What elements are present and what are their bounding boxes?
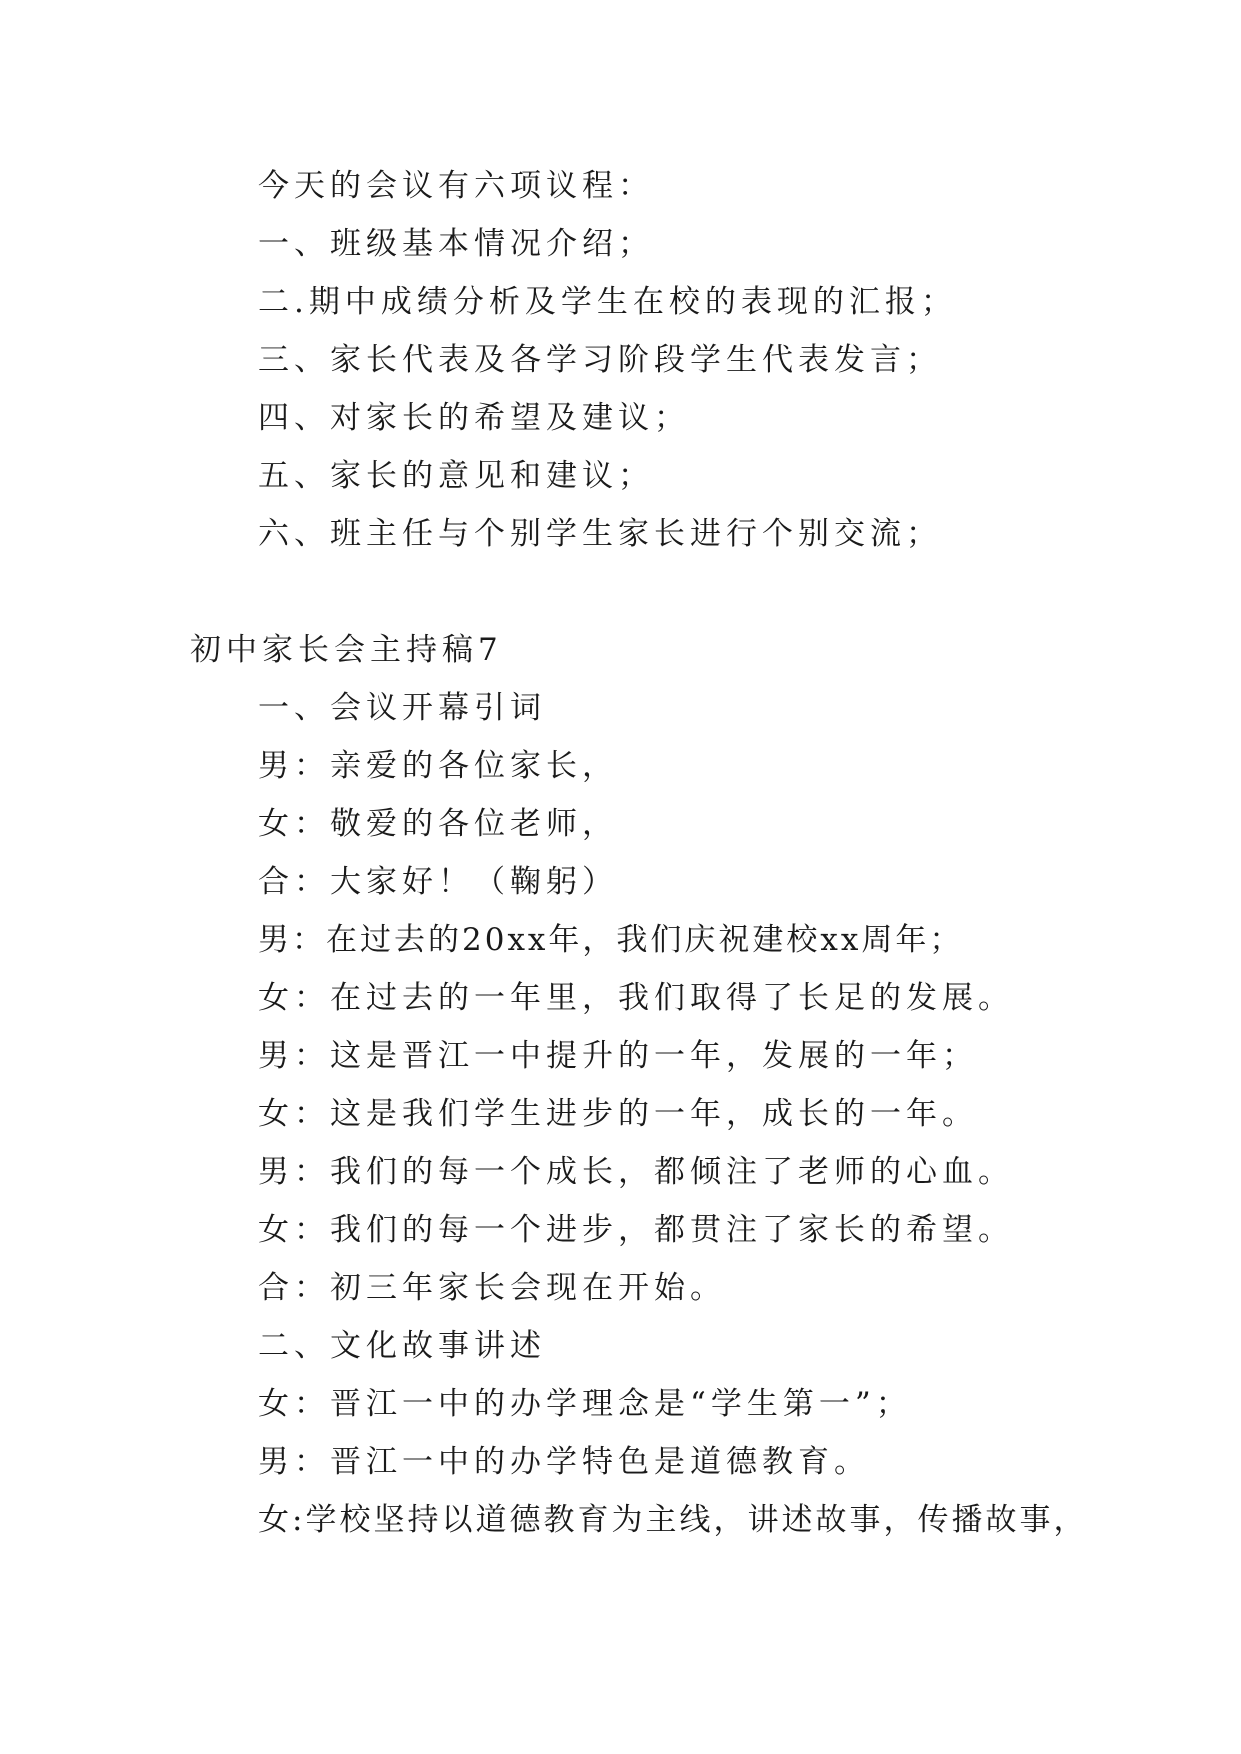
script-line: 女：这是我们学生进步的一年，成长的一年。 <box>258 1096 978 1132</box>
script-line: 女：我们的每一个进步，都贯注了家长的希望。 <box>258 1212 1014 1248</box>
script-line: 男：亲爱的各位家长， <box>258 748 618 784</box>
agenda-item: 三、家长代表及各学习阶段学生代表发言； <box>258 342 942 378</box>
agenda-intro: 今天的会议有六项议程： <box>258 168 654 204</box>
script-line: 女：敬爱的各位老师， <box>258 806 618 842</box>
agenda-item: 二.期中成绩分析及学生在校的表现的汇报； <box>258 284 957 320</box>
script-line: 二、文化故事讲述 <box>258 1328 546 1364</box>
script-line: 女:学校坚持以道德教育为主线，讲述故事，传播故事， <box>258 1502 1088 1538</box>
script-line: 女：在过去的一年里，我们取得了长足的发展。 <box>258 980 1014 1016</box>
agenda-item: 六、班主任与个别学生家长进行个别交流； <box>258 516 942 552</box>
script-line: 女：晋江一中的办学理念是“学生第一”； <box>258 1386 912 1422</box>
script-line: 合：初三年家长会现在开始。 <box>258 1270 726 1306</box>
script-line: 男：在过去的20xx年，我们庆祝建校xx周年； <box>258 922 964 958</box>
script-line: 男：晋江一中的办学特色是道德教育。 <box>258 1444 870 1480</box>
script-line: 合：大家好！（鞠躬） <box>258 864 618 900</box>
script-line: 男：这是晋江一中提升的一年，发展的一年； <box>258 1038 978 1074</box>
script-line: 男：我们的每一个成长，都倾注了老师的心血。 <box>258 1154 1014 1190</box>
script-line: 一、会议开幕引词 <box>258 690 546 726</box>
agenda-item: 一、班级基本情况介绍； <box>258 226 654 262</box>
agenda-item: 五、家长的意见和建议； <box>258 458 654 494</box>
section-title: 初中家长会主持稿7 <box>190 632 503 668</box>
agenda-item: 四、对家长的希望及建议； <box>258 400 690 436</box>
